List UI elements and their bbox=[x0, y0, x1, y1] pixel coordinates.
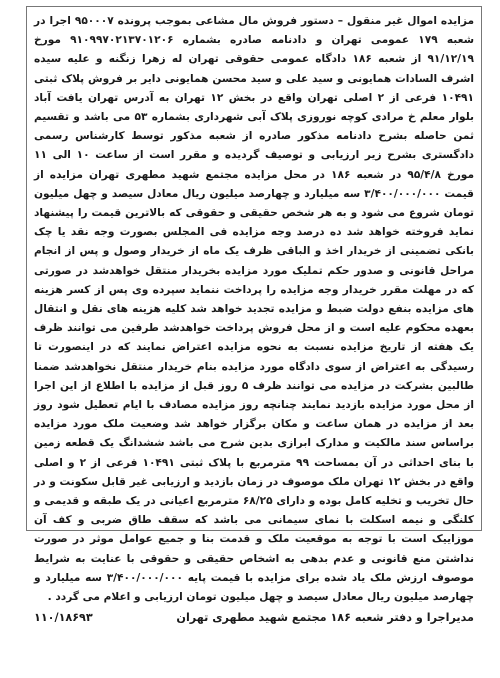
notice-footer bbox=[34, 611, 474, 624]
signature-line: مدیراجرا و دفتر شعبه ۱۸۶ مجتمع شهید مطهری تهران bbox=[176, 611, 474, 625]
auction-notice bbox=[26, 6, 482, 625]
notice-body: مزایده اموال غیر منقول – دستور فروش مال مشاعی بموجب پرونده ۹۵۰۰۰۷ اجرا در شعبه ۱۷۹ عمومی تهران و دادنامه صادره بشماره ۹۱۰۹۹۷۰۲۱۳۷۰۱۲۰۶ مورخ ۹۱/۱۲/۱۹ از شعبه ۱۸۶ دادگاه عمومی حقوقی تهران له زهرا زنگنه و علیه سیده اشرف السادات همایونی و سید علی و سید محسن همایونی دایر بر فروش پلاک ثبتی ۱۰۴۹۱ فرعی از ۲ اصلی تهران واقع در بخش ۱۲ تهران به آدرس تهران یافت آباد بلوار معلم خ مرادی کوچه نوروزی پلاک آبی شهرداری بشماره ۵۳ می باشد و تقسیم ثمن حاصله بشرح دادنامه مذکور صادره از شعبه مذکور توسط کارشناس رسمی دادگستری بشرح زیر ارزیابی و توصیف گردیده و مقرر است از ساعت ۱۰ الی ۱۱ مورخ ۹۵/۴/۸ در شعبه ۱۸۶ در محل مزایده مجتمع شهید مطهری تهران مزایده از قیمت ۳/۴۰۰/۰۰۰/۰۰۰ سه میلیارد و چهارصد میلیون ریال معادل سیصد و چهل میلیون تومان شروع می شود و به هر شخص حقیقی و حقوقی که بالاترین قیمت را پیشنهاد نماید فروخته خواهد شد ده درصد وجه مزایده فی المجلس بصورت وجه نقد یا چک بانکی تضمینی از خریدار اخذ و الباقی ظرف یک ماه از خریدار وصول و پس از انجام مراحل قانونی و صدور حکم تملیک مورد مزایده بخریدار منتقل خواهدشد در صورتی که در مهلت مقرر خریدار وجه مزایده را پرداخت ننماید سپرده وی پس از کسر هزینه های مزایده بنفع دولت ضبط و مزایده تجدید خواهد شد کلیه هزینه های نقل و انتقال بعهده محکوم علیه است و از محل فروش پرداخت خواهدشد طرفین می توانند ظرف یک هفته از تاریخ مزایده نسبت به نحوه مزایده اعتراض نمایند که در اینصورت تا رسیدگی به اعتراض از سوی دادگاه مورد مزایده بنام خریدار منتقل نخواهدشد ضمنا طالبین بشرکت در مزایده می توانند ظرف ۵ روز قبل از مزایده با اطلاع از این اجرا از محل مورد مزایده بازدید نمایند چنانچه روز مزایده مصادف با ایام تعطیل شود روز بعد از مزایده در همان ساعت و مکان برگزار خواهد شد وضعیت ملک مورد مزایده براساس سند مالکیت و مدارک ابرازی بدین شرح می باشد ششدانگ یک قطعه زمین با بنای احداثی در آن بمساحت ۹۹ مترمربع با پلاک ثبتی ۱۰۴۹۱ فرعی از ۲ و اصلی واقع در بخش ۱۲ تهران ملک موصوف در زمان بازدید و ارزیابی غیر قابل سکونت و در حال تخریب و تخلیه کامل بوده و دارای ۶۸/۲۵ مترمربع اعیانی در یک طبقه و قدیمی و کلنگی و نیمه اسکلت با نمای سیمانی می باشد که سقف طاق ضربی و کف آن موزاییک است با توجه به موقعیت ملک و قدمت بنا و جمیع عوامل موثر در صورت نداشتن منع قانونی و عدم بدهی به اشخاص حقیقی و حقوقی با عنایت به شرایط موصوف ارزش ملک یاد شده برای مزایده با قیمت پایه ۳/۴۰۰/۰۰۰/۰۰۰ سه میلیارد و چهارصد میلیون ریال معادل سیصد و چهل میلیون تومان ارزیابی و اعلام می گردد . bbox=[34, 15, 475, 604]
reference-number: ۱۱۰/۱۸۶۹۳ bbox=[34, 611, 93, 625]
